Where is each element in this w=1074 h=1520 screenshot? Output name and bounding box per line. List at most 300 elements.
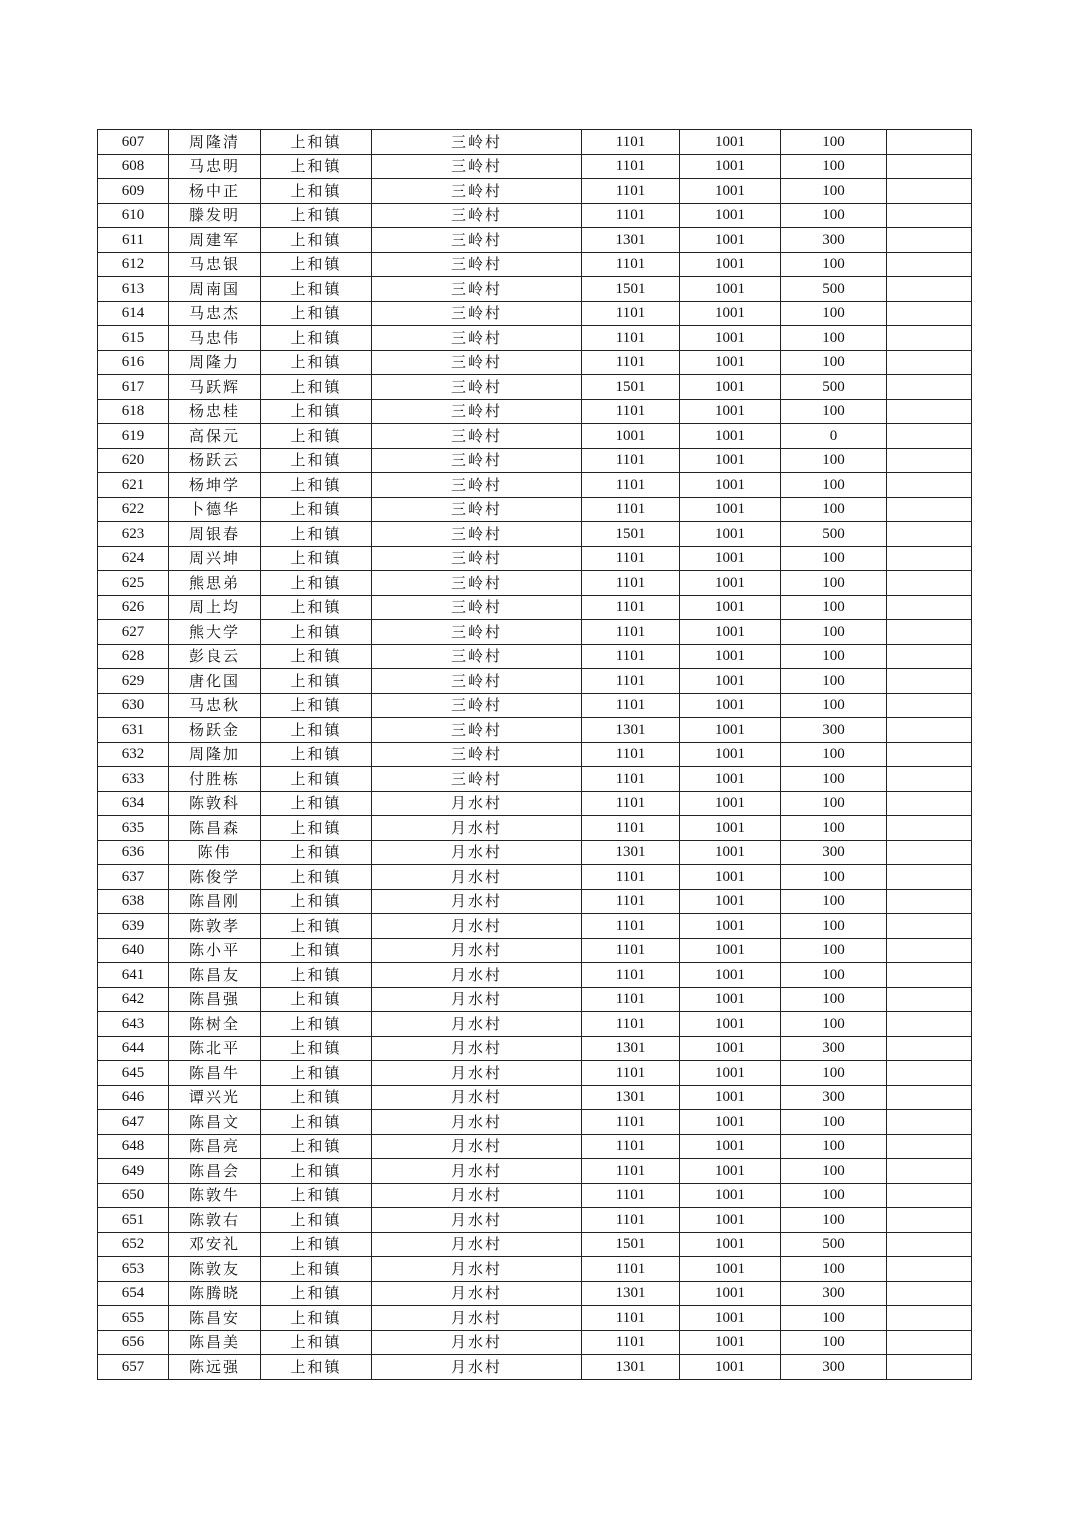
- amount-cell: 100: [781, 816, 887, 841]
- amount-cell: 100: [781, 742, 887, 767]
- remark-cell: [887, 767, 972, 792]
- amount-cell: 300: [781, 840, 887, 865]
- code-2-cell: 1001: [680, 1257, 781, 1282]
- town-cell: 上和镇: [261, 644, 372, 669]
- remark-cell: [887, 840, 972, 865]
- code-2-cell: 1001: [680, 179, 781, 204]
- amount-cell: 100: [781, 571, 887, 596]
- row-number-cell: 636: [98, 840, 169, 865]
- village-cell: 三岭村: [372, 252, 582, 277]
- table-row: [98, 1036, 972, 1061]
- code-2-cell: 1001: [680, 203, 781, 228]
- code-1-cell: 1101: [582, 154, 680, 179]
- name-cell: 周银春: [169, 522, 261, 547]
- village-cell: 月水村: [372, 1012, 582, 1037]
- row-number-cell: 642: [98, 987, 169, 1012]
- remark-cell: [887, 987, 972, 1012]
- code-1-cell: 1101: [582, 571, 680, 596]
- code-2-cell: 1001: [680, 816, 781, 841]
- village-cell: 三岭村: [372, 228, 582, 253]
- code-2-cell: 1001: [680, 1232, 781, 1257]
- table-row: [98, 522, 972, 547]
- name-cell: 陈腾晓: [169, 1281, 261, 1306]
- name-cell: 陈昌安: [169, 1306, 261, 1331]
- name-cell: 陈北平: [169, 1036, 261, 1061]
- town-cell: 上和镇: [261, 326, 372, 351]
- row-number-cell: 634: [98, 791, 169, 816]
- code-1-cell: 1101: [582, 203, 680, 228]
- name-cell: 陈树全: [169, 1012, 261, 1037]
- name-cell: 熊大学: [169, 620, 261, 645]
- name-cell: 陈敦科: [169, 791, 261, 816]
- code-1-cell: 1101: [582, 987, 680, 1012]
- code-1-cell: 1301: [582, 1355, 680, 1380]
- amount-cell: 100: [781, 1183, 887, 1208]
- code-2-cell: 1001: [680, 1012, 781, 1037]
- remark-cell: [887, 522, 972, 547]
- amount-cell: 100: [781, 1330, 887, 1355]
- table-row: [98, 669, 972, 694]
- table-row: [98, 644, 972, 669]
- name-cell: 马忠明: [169, 154, 261, 179]
- village-cell: 月水村: [372, 840, 582, 865]
- amount-cell: 100: [781, 791, 887, 816]
- town-cell: 上和镇: [261, 473, 372, 498]
- code-2-cell: 1001: [680, 473, 781, 498]
- table-row: [98, 1355, 972, 1380]
- code-2-cell: 1001: [680, 938, 781, 963]
- name-cell: 陈昌强: [169, 987, 261, 1012]
- table-row: [98, 154, 972, 179]
- code-2-cell: 1001: [680, 889, 781, 914]
- town-cell: 上和镇: [261, 522, 372, 547]
- code-2-cell: 1001: [680, 522, 781, 547]
- name-cell: 陈敦孝: [169, 914, 261, 939]
- code-1-cell: 1001: [582, 424, 680, 449]
- code-1-cell: 1301: [582, 1085, 680, 1110]
- name-cell: 邓安礼: [169, 1232, 261, 1257]
- row-number-cell: 633: [98, 767, 169, 792]
- amount-cell: 100: [781, 179, 887, 204]
- town-cell: 上和镇: [261, 448, 372, 473]
- amount-cell: 100: [781, 620, 887, 645]
- town-cell: 上和镇: [261, 669, 372, 694]
- row-number-cell: 619: [98, 424, 169, 449]
- code-1-cell: 1101: [582, 326, 680, 351]
- town-cell: 上和镇: [261, 1281, 372, 1306]
- village-cell: 三岭村: [372, 326, 582, 351]
- row-number-cell: 647: [98, 1110, 169, 1135]
- village-cell: 月水村: [372, 1085, 582, 1110]
- town-cell: 上和镇: [261, 399, 372, 424]
- name-cell: 周兴坤: [169, 546, 261, 571]
- amount-cell: 100: [781, 987, 887, 1012]
- town-cell: 上和镇: [261, 154, 372, 179]
- amount-cell: 100: [781, 154, 887, 179]
- code-2-cell: 1001: [680, 620, 781, 645]
- code-1-cell: 1101: [582, 1306, 680, 1331]
- village-cell: 月水村: [372, 1257, 582, 1282]
- town-cell: 上和镇: [261, 742, 372, 767]
- table-row: [98, 375, 972, 400]
- row-number-cell: 654: [98, 1281, 169, 1306]
- remark-cell: [887, 669, 972, 694]
- town-cell: 上和镇: [261, 1036, 372, 1061]
- table-body: [98, 130, 972, 1380]
- name-cell: 陈昌森: [169, 816, 261, 841]
- table-row: [98, 1281, 972, 1306]
- table-row: [98, 767, 972, 792]
- name-cell: 周隆加: [169, 742, 261, 767]
- name-cell: 陈昌亮: [169, 1134, 261, 1159]
- table-row: [98, 1110, 972, 1135]
- code-1-cell: 1101: [582, 448, 680, 473]
- amount-cell: 100: [781, 914, 887, 939]
- amount-cell: 100: [781, 448, 887, 473]
- amount-cell: 100: [781, 326, 887, 351]
- remark-cell: [887, 350, 972, 375]
- village-cell: 三岭村: [372, 497, 582, 522]
- name-cell: 马忠秋: [169, 693, 261, 718]
- row-number-cell: 651: [98, 1208, 169, 1233]
- amount-cell: 300: [781, 1355, 887, 1380]
- table-row: [98, 1306, 972, 1331]
- name-cell: 周建军: [169, 228, 261, 253]
- code-2-cell: 1001: [680, 252, 781, 277]
- code-2-cell: 1001: [680, 987, 781, 1012]
- row-number-cell: 610: [98, 203, 169, 228]
- village-cell: 月水村: [372, 1036, 582, 1061]
- row-number-cell: 657: [98, 1355, 169, 1380]
- code-1-cell: 1101: [582, 497, 680, 522]
- table-row: [98, 424, 972, 449]
- row-number-cell: 607: [98, 130, 169, 155]
- amount-cell: 100: [781, 252, 887, 277]
- town-cell: 上和镇: [261, 718, 372, 743]
- row-number-cell: 609: [98, 179, 169, 204]
- code-1-cell: 1101: [582, 252, 680, 277]
- name-cell: 马忠伟: [169, 326, 261, 351]
- remark-cell: [887, 154, 972, 179]
- table-row: [98, 718, 972, 743]
- row-number-cell: 620: [98, 448, 169, 473]
- village-cell: 三岭村: [372, 424, 582, 449]
- code-1-cell: 1101: [582, 595, 680, 620]
- code-2-cell: 1001: [680, 399, 781, 424]
- code-1-cell: 1101: [582, 301, 680, 326]
- town-cell: 上和镇: [261, 130, 372, 155]
- village-cell: 三岭村: [372, 179, 582, 204]
- village-cell: 三岭村: [372, 693, 582, 718]
- table-row: [98, 1085, 972, 1110]
- row-number-cell: 655: [98, 1306, 169, 1331]
- code-1-cell: 1301: [582, 1036, 680, 1061]
- code-1-cell: 1101: [582, 620, 680, 645]
- row-number-cell: 656: [98, 1330, 169, 1355]
- row-number-cell: 650: [98, 1183, 169, 1208]
- town-cell: 上和镇: [261, 1330, 372, 1355]
- table-row: [98, 742, 972, 767]
- name-cell: 陈敦友: [169, 1257, 261, 1282]
- row-number-cell: 616: [98, 350, 169, 375]
- code-2-cell: 1001: [680, 840, 781, 865]
- code-2-cell: 1001: [680, 130, 781, 155]
- name-cell: 马忠银: [169, 252, 261, 277]
- code-2-cell: 1001: [680, 1330, 781, 1355]
- remark-cell: [887, 1232, 972, 1257]
- name-cell: 付胜栋: [169, 767, 261, 792]
- village-cell: 三岭村: [372, 742, 582, 767]
- row-number-cell: 625: [98, 571, 169, 596]
- village-cell: 三岭村: [372, 154, 582, 179]
- town-cell: 上和镇: [261, 1159, 372, 1184]
- code-2-cell: 1001: [680, 497, 781, 522]
- code-2-cell: 1001: [680, 375, 781, 400]
- code-1-cell: 1501: [582, 375, 680, 400]
- code-1-cell: 1101: [582, 179, 680, 204]
- table-row: [98, 791, 972, 816]
- table-row: [98, 1208, 972, 1233]
- code-2-cell: 1001: [680, 791, 781, 816]
- amount-cell: 300: [781, 228, 887, 253]
- town-cell: 上和镇: [261, 963, 372, 988]
- code-1-cell: 1101: [582, 1183, 680, 1208]
- amount-cell: 100: [781, 889, 887, 914]
- village-cell: 月水村: [372, 1183, 582, 1208]
- remark-cell: [887, 595, 972, 620]
- name-cell: 陈俊学: [169, 865, 261, 890]
- amount-cell: 100: [781, 767, 887, 792]
- village-cell: 月水村: [372, 1159, 582, 1184]
- town-cell: 上和镇: [261, 1012, 372, 1037]
- code-1-cell: 1101: [582, 791, 680, 816]
- town-cell: 上和镇: [261, 350, 372, 375]
- town-cell: 上和镇: [261, 693, 372, 718]
- amount-cell: 100: [781, 865, 887, 890]
- table-row: [98, 840, 972, 865]
- town-cell: 上和镇: [261, 1355, 372, 1380]
- table-row: [98, 620, 972, 645]
- village-cell: 月水村: [372, 1232, 582, 1257]
- name-cell: 杨中正: [169, 179, 261, 204]
- name-cell: 熊思弟: [169, 571, 261, 596]
- row-number-cell: 621: [98, 473, 169, 498]
- row-number-cell: 644: [98, 1036, 169, 1061]
- amount-cell: 100: [781, 399, 887, 424]
- remark-cell: [887, 1085, 972, 1110]
- village-cell: 月水村: [372, 914, 582, 939]
- code-1-cell: 1101: [582, 644, 680, 669]
- table-row: [98, 816, 972, 841]
- table-row: [98, 1159, 972, 1184]
- table-row: [98, 228, 972, 253]
- row-number-cell: 643: [98, 1012, 169, 1037]
- remark-cell: [887, 1012, 972, 1037]
- code-2-cell: 1001: [680, 1183, 781, 1208]
- town-cell: 上和镇: [261, 620, 372, 645]
- code-2-cell: 1001: [680, 1110, 781, 1135]
- amount-cell: 100: [781, 1159, 887, 1184]
- code-1-cell: 1101: [582, 865, 680, 890]
- remark-cell: [887, 179, 972, 204]
- amount-cell: 500: [781, 375, 887, 400]
- table-row: [98, 252, 972, 277]
- town-cell: 上和镇: [261, 914, 372, 939]
- remark-cell: [887, 1036, 972, 1061]
- amount-cell: 100: [781, 1208, 887, 1233]
- code-2-cell: 1001: [680, 1355, 781, 1380]
- village-cell: 月水村: [372, 1306, 582, 1331]
- row-number-cell: 641: [98, 963, 169, 988]
- remark-cell: [887, 1061, 972, 1086]
- village-cell: 月水村: [372, 1355, 582, 1380]
- amount-cell: 500: [781, 1232, 887, 1257]
- village-cell: 月水村: [372, 1208, 582, 1233]
- town-cell: 上和镇: [261, 375, 372, 400]
- code-2-cell: 1001: [680, 595, 781, 620]
- amount-cell: 100: [781, 1110, 887, 1135]
- amount-cell: 300: [781, 1281, 887, 1306]
- table-row: [98, 987, 972, 1012]
- row-number-cell: 615: [98, 326, 169, 351]
- row-number-cell: 648: [98, 1134, 169, 1159]
- amount-cell: 100: [781, 963, 887, 988]
- remark-cell: [887, 742, 972, 767]
- code-2-cell: 1001: [680, 571, 781, 596]
- amount-cell: 100: [781, 130, 887, 155]
- name-cell: 陈昌友: [169, 963, 261, 988]
- remark-cell: [887, 203, 972, 228]
- remark-cell: [887, 718, 972, 743]
- village-cell: 月水村: [372, 1110, 582, 1135]
- remark-cell: [887, 865, 972, 890]
- table-row: [98, 1134, 972, 1159]
- amount-cell: 100: [781, 1012, 887, 1037]
- remark-cell: [887, 375, 972, 400]
- name-cell: 陈敦牛: [169, 1183, 261, 1208]
- town-cell: 上和镇: [261, 595, 372, 620]
- town-cell: 上和镇: [261, 179, 372, 204]
- remark-cell: [887, 938, 972, 963]
- village-cell: 三岭村: [372, 203, 582, 228]
- remark-cell: [887, 914, 972, 939]
- town-cell: 上和镇: [261, 203, 372, 228]
- remark-cell: [887, 791, 972, 816]
- table-row: [98, 473, 972, 498]
- row-number-cell: 628: [98, 644, 169, 669]
- remark-cell: [887, 301, 972, 326]
- amount-cell: 0: [781, 424, 887, 449]
- table-row: [98, 203, 972, 228]
- row-number-cell: 629: [98, 669, 169, 694]
- name-cell: 马忠杰: [169, 301, 261, 326]
- row-number-cell: 630: [98, 693, 169, 718]
- remark-cell: [887, 399, 972, 424]
- remark-cell: [887, 473, 972, 498]
- code-1-cell: 1101: [582, 1061, 680, 1086]
- town-cell: 上和镇: [261, 1110, 372, 1135]
- remark-cell: [887, 1110, 972, 1135]
- code-1-cell: 1101: [582, 546, 680, 571]
- town-cell: 上和镇: [261, 865, 372, 890]
- town-cell: 上和镇: [261, 1257, 372, 1282]
- village-cell: 三岭村: [372, 644, 582, 669]
- code-2-cell: 1001: [680, 326, 781, 351]
- code-1-cell: 1501: [582, 1232, 680, 1257]
- name-cell: 陈昌牛: [169, 1061, 261, 1086]
- remark-cell: [887, 1183, 972, 1208]
- table-row: [98, 938, 972, 963]
- amount-cell: 300: [781, 1036, 887, 1061]
- village-cell: 三岭村: [372, 350, 582, 375]
- village-cell: 月水村: [372, 816, 582, 841]
- table-row: [98, 301, 972, 326]
- remark-cell: [887, 326, 972, 351]
- village-cell: 月水村: [372, 1061, 582, 1086]
- village-cell: 三岭村: [372, 399, 582, 424]
- village-cell: 月水村: [372, 963, 582, 988]
- code-2-cell: 1001: [680, 1134, 781, 1159]
- code-1-cell: 1101: [582, 399, 680, 424]
- name-cell: 周南国: [169, 277, 261, 302]
- amount-cell: 100: [781, 546, 887, 571]
- name-cell: 杨跃云: [169, 448, 261, 473]
- name-cell: 高保元: [169, 424, 261, 449]
- amount-cell: 500: [781, 277, 887, 302]
- name-cell: 陈远强: [169, 1355, 261, 1380]
- town-cell: 上和镇: [261, 546, 372, 571]
- amount-cell: 100: [781, 1061, 887, 1086]
- code-2-cell: 1001: [680, 644, 781, 669]
- amount-cell: 100: [781, 669, 887, 694]
- village-cell: 三岭村: [372, 375, 582, 400]
- code-2-cell: 1001: [680, 424, 781, 449]
- town-cell: 上和镇: [261, 301, 372, 326]
- code-2-cell: 1001: [680, 742, 781, 767]
- table-row: [98, 693, 972, 718]
- remark-cell: [887, 1306, 972, 1331]
- remark-cell: [887, 448, 972, 473]
- village-cell: 三岭村: [372, 130, 582, 155]
- code-1-cell: 1101: [582, 1159, 680, 1184]
- village-cell: 三岭村: [372, 277, 582, 302]
- code-2-cell: 1001: [680, 448, 781, 473]
- remark-cell: [887, 693, 972, 718]
- row-number-cell: 631: [98, 718, 169, 743]
- code-1-cell: 1301: [582, 840, 680, 865]
- name-cell: 周隆清: [169, 130, 261, 155]
- code-1-cell: 1101: [582, 473, 680, 498]
- name-cell: 陈敦右: [169, 1208, 261, 1233]
- town-cell: 上和镇: [261, 571, 372, 596]
- village-cell: 三岭村: [372, 522, 582, 547]
- row-number-cell: 640: [98, 938, 169, 963]
- row-number-cell: 637: [98, 865, 169, 890]
- village-cell: 三岭村: [372, 301, 582, 326]
- remark-cell: [887, 1159, 972, 1184]
- row-number-cell: 624: [98, 546, 169, 571]
- code-1-cell: 1101: [582, 816, 680, 841]
- code-1-cell: 1101: [582, 1257, 680, 1282]
- village-cell: 月水村: [372, 865, 582, 890]
- code-1-cell: 1101: [582, 1012, 680, 1037]
- town-cell: 上和镇: [261, 1134, 372, 1159]
- code-2-cell: 1001: [680, 914, 781, 939]
- code-2-cell: 1001: [680, 1306, 781, 1331]
- village-cell: 三岭村: [372, 448, 582, 473]
- town-cell: 上和镇: [261, 791, 372, 816]
- code-2-cell: 1001: [680, 767, 781, 792]
